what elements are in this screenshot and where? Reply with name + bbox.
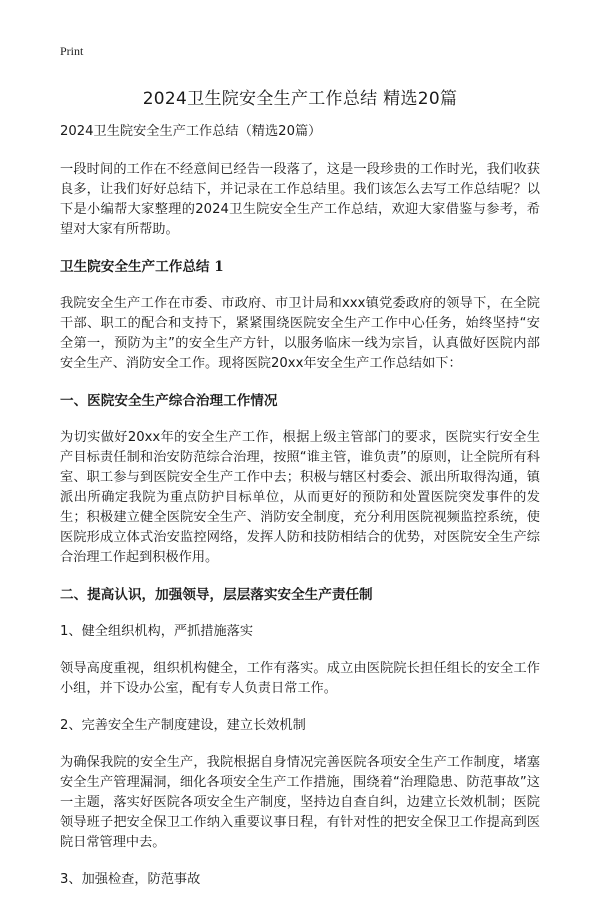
section-intro-paragraph: 我院安全生产工作在市委、市政府、市卫计局和xxx镇党委政府的领导下，在全院干部、职工的配合和支持下，紧紧围绕医院安全生产工作中心任务，始终坚持“安全第一，预防为主”的安全生产方针，以服务临床一线为宗旨，认真做好医院内部安全生产、消防安全工作。现将医院20xx年安全生产工作总结如下：: [60, 296, 540, 371]
subheading-1-paragraph: 领导高度重视，组织机构健全，工作有落实。成立由医院院长担任组长的安全工作小组，并下设办公室，配有专人负责日常工作。: [60, 661, 540, 696]
heading-2: 二、提高认识，加强领导，层层落实安全生产责任制: [60, 587, 373, 603]
intro-paragraph: 一段时间的工作在不经意间已经告一段落了，这是一段珍贵的工作时光，我们收获良多，让我们好好总结下，并记录在工作总结里。我们该怎么去写工作总结呢？以下是小编帮大家整理的2024卫生院安全生产工作总结，欢迎大家借鉴与参考，希望对大家有所帮助。: [60, 162, 540, 237]
document-body: [60, 122, 540, 907]
subheading-2: 2、完善安全生产制度建设，建立长效机制: [60, 718, 306, 733]
document-title: 2024卫生院安全生产工作总结 精选20篇: [142, 89, 458, 109]
subheading-3: 3、加强检查，防范事故: [60, 872, 201, 887]
section-title: 卫生院安全生产工作总结 1: [60, 259, 224, 275]
subheading-2-paragraph: 为确保我院的安全生产，我院根据自身情况完善医院各项安全生产工作制度，堵塞安全生产管理漏洞，细化各项安全生产工作措施，围绕着“治理隐患、防范事故”这一主题，落实好医院各项安全生产制度，坚持边自查自纠，边建立长效机制；医院领导班子把安全保卫工作纳入重要议事日程，有针对性的把安全保卫工作提高到医院日常管理中去。: [60, 755, 540, 850]
heading-1: 一、医院安全生产综合治理工作情况: [60, 393, 278, 409]
print-link[interactable]: Print: [60, 44, 84, 58]
document-subtitle: 2024卫生院安全生产工作总结（精选20篇）: [60, 124, 322, 139]
subheading-1: 1、健全组织机构，严抓措施落实: [60, 624, 254, 639]
heading-1-paragraph: 为切实做好20xx年的安全生产工作，根据上级主管部门的要求，医院实行安全生产目标责任制和治安防范综合治理，按照“谁主管，谁负责”的原则，让全院所有科室、职工参与到医院安全生产工作中去；积极与辖区村委会、派出所取得沟通，镇派出所确定我院为重点防护目标单位，从而更好的预防和处置医院突发事件的发生；积极建立健全医院安全生产、消防安全制度，充分利用医院视频监控系统，使医院形成立体式治安监控网络，发挥人防和技防相结合的优势，对医院安全生产综合治理工作起到积极作用。: [60, 430, 540, 565]
